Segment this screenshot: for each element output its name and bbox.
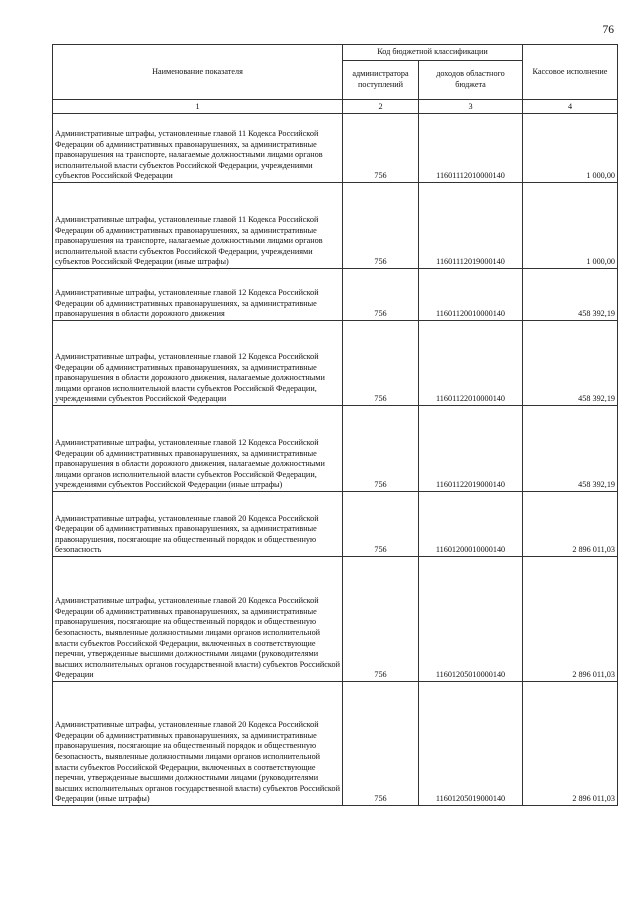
row-indicator-name: Административные штрафы, установленные главой 20 Кодекса Российской Федерации об административных правонарушениях, за административные правонарушения, посягающие на общественный порядок и общественную безопасность [53,492,343,557]
table-row [53,492,618,557]
row-cash-amount: 2 896 011,03 [523,557,618,682]
row-admin-code: 756 [343,114,419,183]
row-admin-code: 756 [343,682,419,806]
row-income-code: 11601122010000140 [419,321,523,406]
row-admin-code: 756 [343,557,419,682]
row-cash-amount: 1 000,00 [523,183,618,269]
row-indicator-name: Административные штрафы, установленные главой 12 Кодекса Российской Федерации об административных правонарушениях, за административные правонарушения в области дорожного движения [53,269,343,321]
column-number: 4 [523,100,618,114]
column-number: 2 [343,100,419,114]
row-income-code: 11601200010000140 [419,492,523,557]
row-income-code: 11601205019000140 [419,682,523,806]
table-row [53,557,618,682]
column-number: 3 [419,100,523,114]
row-admin-code: 756 [343,269,419,321]
row-cash-amount: 458 392,19 [523,321,618,406]
table-row [53,321,618,406]
header-cash-execution: Кассовое исполнение [523,45,618,100]
row-income-code: 11601112010000140 [419,114,523,183]
table-row [53,114,618,183]
row-admin-code: 756 [343,406,419,492]
row-indicator-name: Административные штрафы, установленные главой 11 Кодекса Российской Федерации об административных правонарушениях, за административные правонарушения на транспорте, налагаемые должностными лицами органов исполнительной власти субъектов Российской Федерации, учреждениями субъектов Российской Федерации (иные штрафы) [53,183,343,269]
row-income-code: 11601120010000140 [419,269,523,321]
row-income-code: 11601122019000140 [419,406,523,492]
row-admin-code: 756 [343,492,419,557]
row-cash-amount: 1 000,00 [523,114,618,183]
row-admin-code: 756 [343,183,419,269]
row-indicator-name: Административные штрафы, установленные главой 12 Кодекса Российской Федерации об административных правонарушениях, за административные правонарушения в области дорожного движения, налагаемые должностными лицами органов исполнительной власти субъектов Российской Федерации, учреждениями субъектов Российской Федерации (иные штрафы) [53,406,343,492]
column-number-row [53,100,618,114]
row-indicator-name: Административные штрафы, установленные главой 20 Кодекса Российской Федерации об административных правонарушениях, за административные правонарушения, посягающие на общественный порядок и общественную безопасность, выявленные должностными лицами органов исполнительной власти субъектов Российской Федерации, включенных в соответствующие перечни, утвержденные высшими должностными лицами (руководителями высших исполнительных органов государственной власти) субъектов Российской Федерации [53,557,343,682]
row-indicator-name: Административные штрафы, установленные главой 20 Кодекса Российской Федерации об административных правонарушениях, за административные правонарушения, посягающие на общественный порядок и общественную безопасность, выявленные должностными лицами органов исполнительной власти субъектов Российской Федерации, включенных в соответствующие перечни, утвержденные высшими должностными лицами (руководителями высших исполнительных органов государственной власти) субъектов Российской Федерации (иные штрафы) [53,682,343,806]
table-row [53,183,618,269]
table-row [53,682,618,806]
row-cash-amount: 2 896 011,03 [523,492,618,557]
header-admin-code: администратора поступлений [343,61,419,100]
column-number: 1 [53,100,343,114]
header-budget-code-group: Код бюджетной классификации [343,45,523,61]
row-cash-amount: 458 392,19 [523,406,618,492]
row-admin-code: 756 [343,321,419,406]
page-number: 76 [602,24,614,36]
row-indicator-name: Административные штрафы, установленные главой 12 Кодекса Российской Федерации об административных правонарушениях, за административные правонарушения в области дорожного движения, налагаемые должностными лицами органов исполнительной власти субъектов Российской Федерации, учреждениями субъектов Российской Федерации [53,321,343,406]
row-income-code: 11601112019000140 [419,183,523,269]
table-row [53,269,618,321]
row-cash-amount: 458 392,19 [523,269,618,321]
row-indicator-name: Административные штрафы, установленные главой 11 Кодекса Российской Федерации об административных правонарушениях, за административные правонарушения на транспорте, налагаемые должностными лицами органов исполнительной власти субъектов Российской Федерации, учреждениями субъектов Российской Федерации [53,114,343,183]
budget-table [52,44,618,806]
header-indicator-name: Наименование показателя [53,45,343,100]
header-income-code: доходов областного бюджета [419,61,523,100]
row-income-code: 11601205010000140 [419,557,523,682]
table-row [53,406,618,492]
row-cash-amount: 2 896 011,03 [523,682,618,806]
